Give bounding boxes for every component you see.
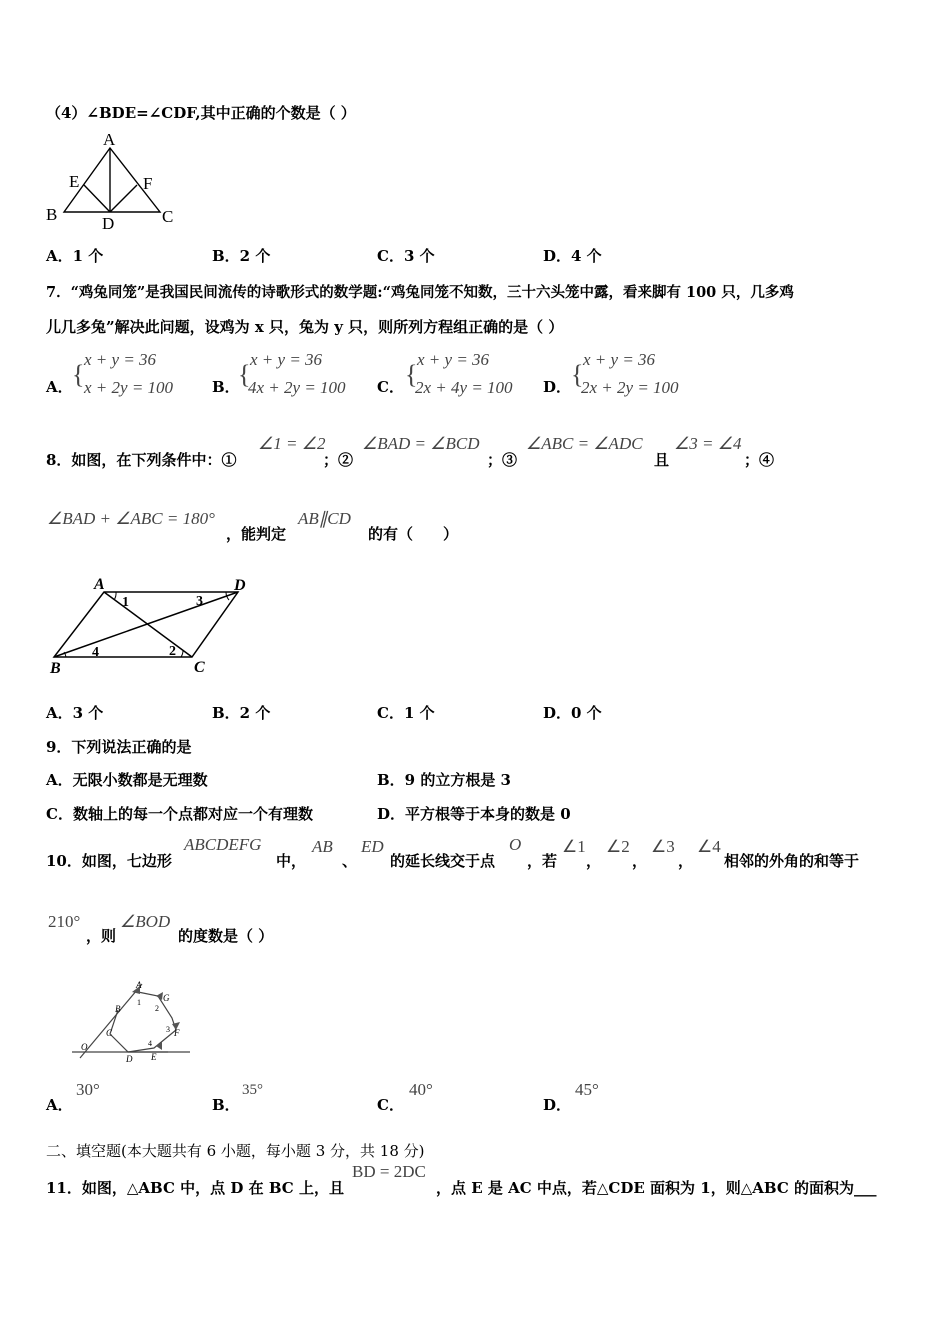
q6-option-b[interactable]: B．2 个 xyxy=(212,247,271,265)
q10-text-4: ，若 xyxy=(527,852,558,870)
q8-suffix: 的有（ ） xyxy=(368,525,459,543)
q6-statement-4: （4）∠BDE=∠CDF,其中正确的个数是（ ） xyxy=(46,104,356,122)
fig-label-b: B xyxy=(46,205,58,224)
fig-label-3: 3 xyxy=(196,594,203,609)
q10-sum: 210° xyxy=(48,912,81,931)
q8-cond-2: ∠BAD = ∠BCD xyxy=(362,434,480,453)
q8-option-c[interactable]: C．1 个 xyxy=(377,704,435,722)
q7-stem-line2: 儿几多兔”解决此问题，设鸡为 x 只，兔为 y 只，则所列方程组正确的是（ ） xyxy=(46,318,564,336)
q10-text-3: 的延长线交于点 xyxy=(390,852,496,870)
fig-label-a: A xyxy=(103,130,116,149)
fig-label-c: C xyxy=(106,1028,113,1038)
q11-stem-prefix: 11．如图，△ABC 中，点 D 在 BC 上，且 xyxy=(46,1179,344,1197)
q9-option-a[interactable]: A．无限小数都是无理数 xyxy=(46,771,208,789)
q6-triangle-figure xyxy=(40,128,190,232)
q8-cond-5: AB∥CD xyxy=(298,509,351,528)
fig-label-a: A xyxy=(94,576,105,593)
fig-label-f: F xyxy=(143,174,153,193)
fig-label-b: B xyxy=(50,660,61,677)
q6-option-d[interactable]: D．4 个 xyxy=(543,247,602,265)
q10-heptagon-figure xyxy=(70,980,195,1065)
fig-label-b: B xyxy=(115,1004,121,1014)
fig-label-3: 3 xyxy=(166,1025,170,1034)
q8-cond-3a: ∠ABC = ∠ADC xyxy=(526,434,643,453)
q8-sep-4: ；④ xyxy=(744,451,775,469)
q10-text-6: ，则 xyxy=(86,927,117,945)
fig-label-2: 2 xyxy=(169,644,176,659)
q10-option-b[interactable]: B． 35° xyxy=(212,1082,263,1114)
q10-angle-bod: ∠BOD xyxy=(120,912,171,931)
fig-label-g: G xyxy=(163,993,170,1003)
q8-cond-1: ∠1 = ∠2 xyxy=(258,434,326,453)
fig-label-1: 1 xyxy=(122,595,129,610)
q8-sep-2: ；② xyxy=(323,451,354,469)
q9-option-b[interactable]: B．9 的立方根是 3 xyxy=(377,771,511,789)
q10-angle-2: ∠2 xyxy=(606,837,630,856)
q6-option-c[interactable]: C．3 个 xyxy=(377,247,435,265)
q10-option-a[interactable]: A． 30° xyxy=(46,1080,100,1114)
q8-option-a[interactable]: A．3 个 xyxy=(46,704,104,722)
fig-label-o: O xyxy=(81,1042,88,1052)
q11-stem-suffix: ，点 E 是 AC 中点，若△CDE 面积为 1，则△ABC 的面积为___ xyxy=(436,1179,877,1197)
q8-mid: ，能判定 xyxy=(226,525,287,543)
q8-and: 且 xyxy=(654,451,670,469)
fig-label-e: E xyxy=(151,1052,157,1062)
q10-angle-4: ∠4 xyxy=(697,837,721,856)
q10-stem-prefix: 10．如图，七边形 xyxy=(46,852,172,870)
q11-condition: BD = 2DC xyxy=(352,1162,426,1181)
section-heading-fill-in: 二、填空题(本大题共有 6 小题，每小题 3 分，共 18 分) xyxy=(46,1142,425,1160)
q10-text-1: 中， xyxy=(276,852,307,870)
q10-ed: ED xyxy=(361,837,384,856)
q8-sep-3: ；③ xyxy=(487,451,518,469)
q10-point-o: O xyxy=(509,835,522,854)
fig-label-d: D xyxy=(126,1054,133,1064)
fig-label-2: 2 xyxy=(155,1004,159,1013)
q8-option-b[interactable]: B．2 个 xyxy=(212,704,271,722)
q10-angle-1: ∠1 xyxy=(562,837,586,856)
q8-stem-prefix: 8．如图，在下列条件中：① xyxy=(46,451,237,469)
q8-cond-3b: ∠3 = ∠4 xyxy=(674,434,742,453)
q9-stem: 9．下列说法正确的是 xyxy=(46,738,192,756)
q6-option-a[interactable]: A．1 个 xyxy=(46,247,104,265)
fig-label-a: A xyxy=(136,980,142,990)
fig-label-d: D xyxy=(234,577,246,594)
q10-option-d[interactable]: D． 45° xyxy=(543,1080,599,1114)
q8-parallelogram-figure xyxy=(46,572,256,682)
q9-option-c[interactable]: C．数轴上的每一个点都对应一个有理数 xyxy=(46,805,313,823)
fig-label-1: 1 xyxy=(137,998,141,1007)
q7-option-c[interactable]: C． { x + y = 36 2x + 4y = 100 xyxy=(377,350,513,397)
q7-option-d[interactable]: D． { x + y = 36 2x + 2y = 100 xyxy=(543,350,679,397)
q10-text-5: 相邻的外角的和等于 xyxy=(724,852,860,870)
q8-cond-4: ∠BAD + ∠ABC = 180° xyxy=(47,509,215,528)
fig-label-4: 4 xyxy=(148,1039,152,1048)
q7-stem-line1: 7．“鸡兔同笼”是我国民间流传的诗歌形式的数学题:“鸡兔同笼不知数，三十六头笼中露，看来脚有 100 只，几多鸡 xyxy=(46,284,794,301)
fig-label-f: F xyxy=(174,1028,180,1038)
q7-option-b[interactable]: B． { x + y = 36 4x + 2y = 100 xyxy=(212,350,346,397)
fig-label-d: D xyxy=(102,214,115,232)
fig-label-e: E xyxy=(69,172,80,191)
q10-option-c[interactable]: C． 40° xyxy=(377,1080,433,1114)
q10-polygon-name: ABCDEFG xyxy=(184,835,262,854)
q10-text-7: 的度数是（ ） xyxy=(178,927,274,945)
fig-label-c: C xyxy=(194,659,205,676)
q10-text-2: 、 xyxy=(342,852,358,870)
fig-label-c: C xyxy=(162,207,174,226)
fig-label-4: 4 xyxy=(92,645,99,660)
q9-option-d[interactable]: D．平方根等于本身的数是 0 xyxy=(377,805,571,823)
q7-option-a[interactable]: A． { x + y = 36 x + 2y = 100 xyxy=(46,350,174,397)
q10-angle-3: ∠3 xyxy=(651,837,675,856)
q10-ab: AB xyxy=(312,837,333,856)
q8-option-d[interactable]: D．0 个 xyxy=(543,704,602,722)
